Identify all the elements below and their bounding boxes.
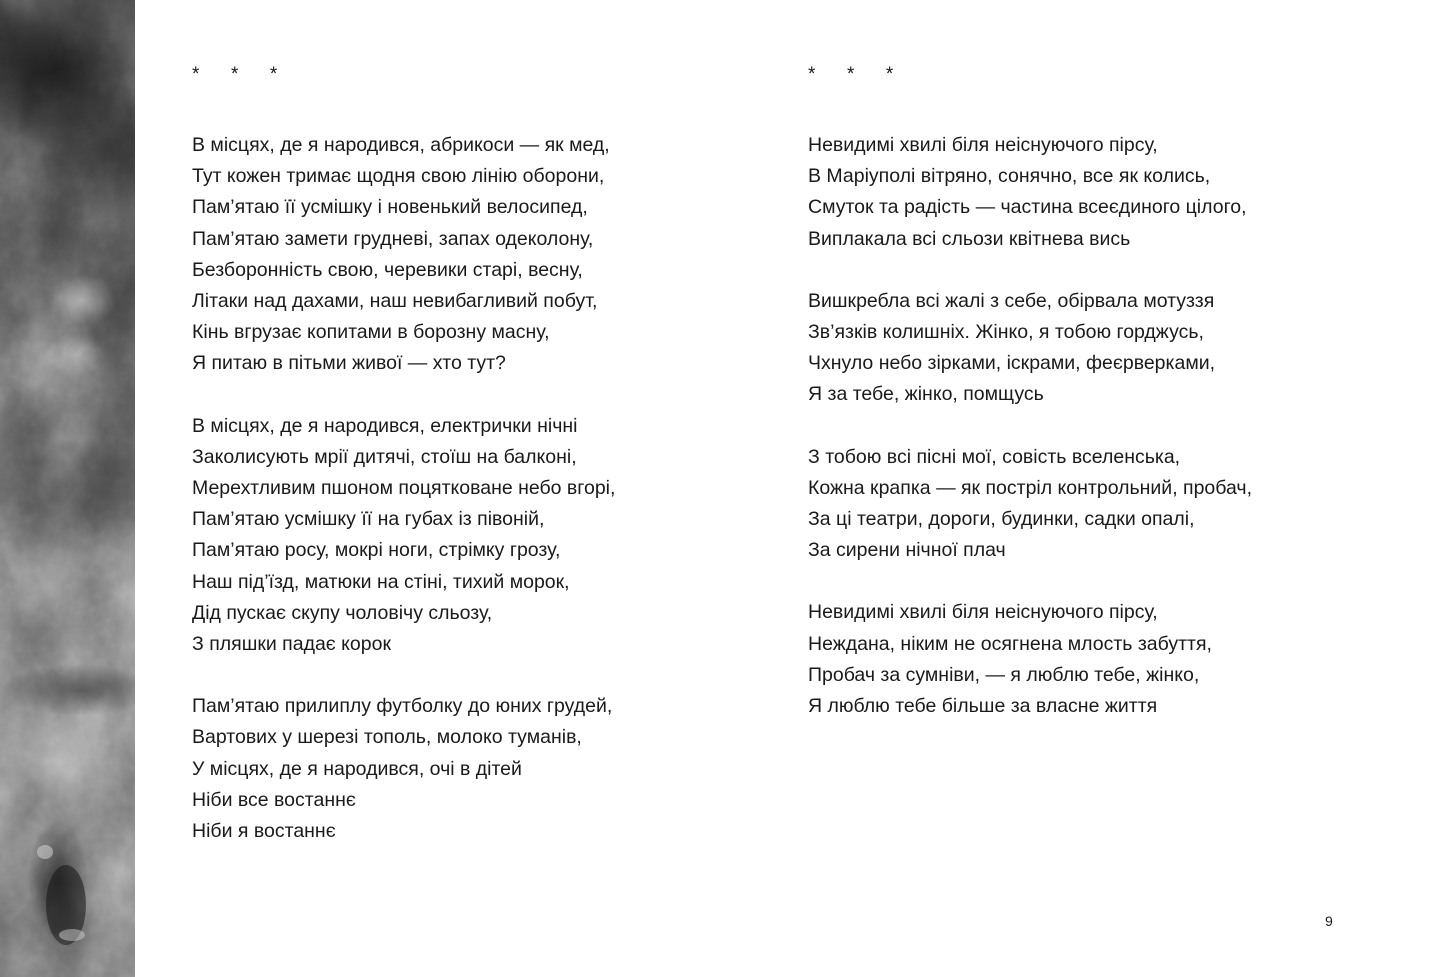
poem-line: Заколисують мрії дитячі, стоїш на балконі, (192, 445, 577, 468)
stanza (192, 411, 732, 661)
poem-line: Я питаю в пітьми живої — хто тут? (192, 352, 506, 375)
poem-line: Вартових у шерезі тополь, молоко туманів, (192, 726, 582, 749)
poem-stanzas-left (192, 130, 732, 847)
poem-line: Пам’ятаю усмішку її на губах із півоній, (192, 508, 545, 531)
poem-line: Пам’ятаю прилиплу футболку до юних грудей, (192, 695, 613, 718)
photograph-texture-icon (0, 0, 135, 977)
stanza (808, 286, 1368, 411)
edge-photograph-strip (0, 0, 135, 977)
poem-stanzas-right (808, 130, 1368, 722)
poem-line: Вишкребла всі жалі з себе, обірвала мотуззя (808, 289, 1215, 312)
poem-line: Невидимі хвилі біля неіснуючого пірсу, (808, 601, 1158, 624)
poem-line: В Маріуполі вітряно, сонячно, все як колись, (808, 165, 1211, 188)
poem-line: Я люблю тебе більше за власне життя (808, 695, 1158, 718)
poem-line: За сирени нічної плач (808, 539, 1006, 562)
poem-line: В місцях, де я народився, електрички нічні (192, 414, 578, 437)
stanza (808, 442, 1368, 567)
poem-line: В місцях, де я народився, абрикоси — як мед, (192, 134, 610, 156)
poem-line: Зв’язків колишніх. Жінко, я тобою горджусь, (808, 321, 1204, 344)
stanza (808, 130, 1368, 255)
poem-line: Ніби я востаннє (192, 820, 336, 843)
poem-line: Наш під’їзд, матюки на стіні, тихий морок, (192, 570, 570, 593)
poem-line: Кожна крапка — як постріл контрольний, пробач, (808, 476, 1252, 499)
poem-line: Літаки над дахами, наш невибагливий побут, (192, 290, 598, 313)
poem-line: Тут кожен тримає щодня свою лінію оборони, (192, 165, 605, 188)
poem-line: Безборонність свою, черевики старі, весну, (192, 258, 583, 281)
poem-line: З тобою всі пісні мої, совість вселенська, (808, 445, 1181, 468)
poem-line: Мерехтливим пшоном поцятковане небо вгорі, (192, 477, 616, 500)
poem-line: Пам’ятаю її усмішку і новенький велосипед, (192, 196, 588, 219)
poem-line: З пляшки падає корок (192, 633, 391, 656)
poem-line: Пробач за сумніви, — я люблю тебе, жінко, (808, 663, 1200, 686)
poem-line: Кінь вгрузає копитами в борозну масну, (192, 321, 550, 344)
poem-line: Невидимі хвилі біля неіснуючого пірсу, (808, 134, 1158, 156)
poem-line: Чхнуло небо зірками, іскрами, феєрверками, (808, 352, 1216, 375)
poem-line: Пам’ятаю замети грудневі, запах одеколону, (192, 227, 594, 250)
poem-line: За ці театри, дороги, будинки, садки опалі, (808, 508, 1195, 531)
poem-line: Пам’ятаю росу, мокрі ноги, стрімку грозу, (192, 539, 561, 562)
page-number: 9 (1325, 913, 1333, 929)
stanza (808, 597, 1368, 722)
poem-separator-right: * * * (808, 64, 901, 85)
poem-column-left (192, 64, 732, 847)
poem-line: Дід пускає скупу чоловічу сльозу, (192, 601, 493, 624)
poem-line: Я за тебе, жінко, помщусь (808, 383, 1044, 406)
poem-line: Ніби все востаннє (192, 788, 356, 811)
poem-line: Неждана, ніким не осягнена млость забуття, (808, 632, 1212, 655)
stanza (192, 130, 732, 380)
poem-line: Смуток та радість — частина всеєдиного цілого, (808, 196, 1247, 219)
page-body (135, 0, 1440, 977)
poem-separator-left: * * * (192, 64, 285, 85)
poem-column-right (808, 64, 1368, 722)
poem-line: У місцях, де я народився, очі в дітей (192, 757, 522, 780)
poem-line: Виплакала всі сльози квітнева вись (808, 227, 1131, 250)
stanza (192, 691, 732, 847)
